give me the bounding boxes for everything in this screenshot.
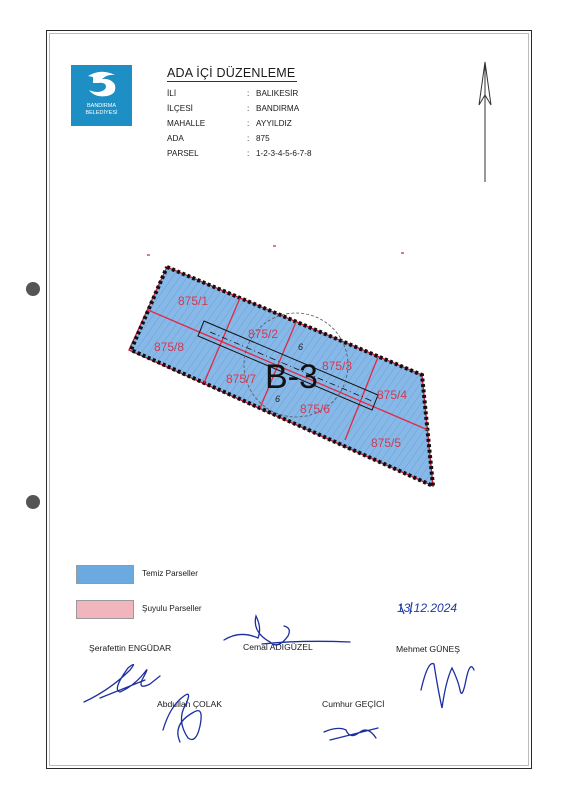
parcel-label: 875/3	[322, 359, 353, 373]
logo-line2: BELEDİYESİ	[85, 110, 118, 116]
legend-label-shared: Şuyulu Parseller	[142, 604, 202, 613]
signature-1	[84, 664, 160, 702]
parcel-label: 875/6	[300, 402, 331, 416]
info-key: MAHALLE	[167, 119, 206, 128]
info-value: 1-2-3-4-5-6-7-8	[256, 149, 312, 158]
point-label: 6	[298, 342, 304, 352]
document-title: ADA İÇİ DÜZENLEME	[167, 66, 296, 80]
legend-label-clean: Temiz Parseller	[142, 569, 198, 578]
signature-2	[224, 616, 350, 645]
signatory-name-1: Şerafettin ENGÜDAR	[89, 643, 172, 653]
parcel-label: 875/1	[178, 294, 209, 308]
parcel-label: 875/4	[377, 388, 408, 402]
info-sep: :	[247, 104, 250, 113]
signatory-name-5: Cumhur GEÇİCİ	[322, 699, 385, 709]
info-value: BANDIRMA	[256, 104, 300, 113]
signature-4	[163, 694, 201, 742]
document-date: 13.12.2024	[397, 601, 458, 615]
logo-line1: BANDIRMA	[86, 103, 117, 109]
signatory-name-2: Cemal ADIGÜZEL	[243, 642, 313, 652]
signature-3	[421, 664, 474, 708]
info-key: İLÇESİ	[167, 104, 193, 113]
info-value: BALIKESİR	[256, 89, 299, 98]
parcel-label: 875/7	[226, 372, 257, 386]
parcel-label: 875/5	[371, 436, 402, 450]
point-label: 6	[275, 394, 281, 404]
signatory-name-4: Abdullah ÇOLAK	[157, 699, 222, 709]
info-sep: :	[247, 134, 250, 143]
signature-5	[324, 728, 378, 740]
parcel-label: 875/2	[248, 327, 279, 341]
signatory-name-3: Mehmet GÜNEŞ	[396, 644, 460, 654]
info-key: PARSEL	[167, 149, 199, 158]
block-label: B-3	[265, 358, 318, 396]
info-sep: :	[247, 149, 250, 158]
info-sep: :	[247, 119, 250, 128]
date-handwriting	[400, 602, 412, 614]
info-key: ADA	[167, 134, 184, 143]
parcel-label: 875/8	[154, 340, 185, 354]
info-key: İLİ	[167, 89, 177, 98]
info-value: 875	[256, 134, 270, 143]
info-value: AYYILDIZ	[256, 119, 292, 128]
info-sep: :	[247, 89, 250, 98]
